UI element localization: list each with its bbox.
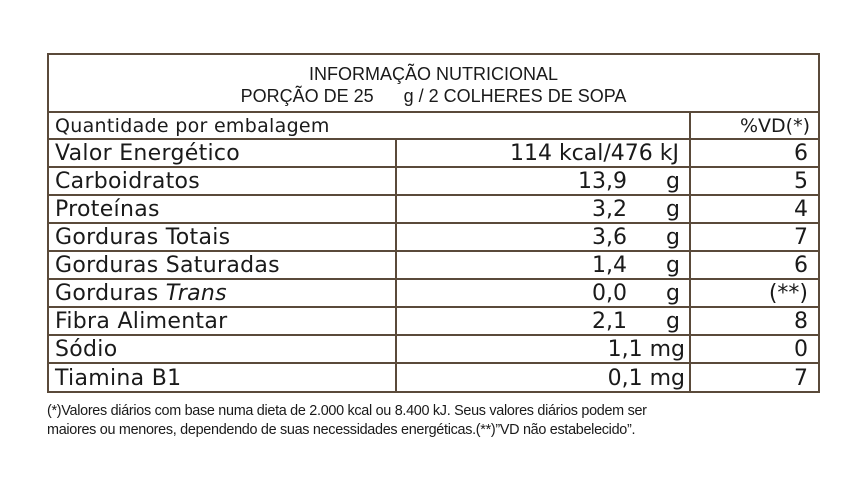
footnote-line-1: (*)Valores diários com base numa dieta de 2.000 kcal ou 8.400 kJ. Seus valores diários podem ser [47,403,647,419]
table-row [49,250,818,278]
nutrition-title: INFORMAÇÃO NUTRICIONAL [308,64,558,84]
table-row [49,166,818,194]
nutrient-unit: g [666,224,680,250]
vd-header: %VD(*) [739,114,810,137]
nutrient-vd: 4 [794,196,808,222]
nutrient-name: Proteínas [55,196,160,222]
nutrient-vd: 7 [794,224,808,250]
footnote-line-2: maiores ou menores, dependendo de suas necessidades energéticas.(**)”VD não estabelecido”. [47,422,636,438]
quantity-label: Quantidade por embalagem [55,114,330,137]
nutrition-table [49,111,818,391]
table-row [49,306,818,334]
nutrient-name: Valor Energético [55,140,241,166]
nutrient-name: Sódio [55,336,118,362]
nutrient-unit: g [666,308,680,334]
table-row [49,194,818,222]
table-row [49,362,818,393]
nutrient-unit: g [666,280,680,306]
nutrient-value: 2,1 [592,308,627,334]
nutrient-value: 1,1 mg [607,336,685,362]
nutrient-value: 3,2 [592,196,627,222]
nutrient-name-italic: Trans [165,280,227,306]
nutrient-vd: 0 [794,336,808,362]
table-row [49,222,818,250]
nutrient-value: 3,6 [592,224,627,250]
nutrient-name [55,280,227,306]
nutrient-name: Gorduras Saturadas [55,252,280,278]
footnote [47,402,837,440]
nutrition-header [49,55,818,111]
nutrient-unit: g [666,252,680,278]
portion-rest: g / 2 COLHERES DE SOPA [403,86,627,106]
portion-line [49,86,818,106]
table-subheader-row [49,111,818,138]
nutrient-name: Gorduras Totais [55,224,231,250]
nutrient-name: Tiamina B1 [55,366,182,391]
table-row [49,334,818,362]
nutrient-value: 0,0 [592,280,627,306]
nutrient-value: 0,1 mg [607,366,685,391]
nutrient-value: 1,4 [592,252,627,278]
portion-label: PORÇÃO DE 25 [240,86,374,106]
nutrient-unit: g [666,168,680,194]
nutrient-value: 13,9 [578,168,627,194]
nutrient-value: 114 kcal/476 kJ [509,140,679,166]
nutrition-facts-panel [47,53,820,393]
nutrient-name: Carboidratos [55,168,201,194]
nutrient-vd: 8 [794,308,808,334]
nutrient-vd: 7 [794,366,808,391]
nutrient-name-prefix: Gorduras [55,280,166,306]
nutrient-unit: g [666,196,680,222]
table-row [49,278,818,306]
nutrient-vd: 6 [794,252,808,278]
nutrient-vd: 5 [794,168,808,194]
nutrient-name: Fibra Alimentar [55,308,228,334]
nutrient-vd: 6 [794,140,808,166]
nutrient-vd: (**) [768,280,808,306]
table-row [49,138,818,166]
